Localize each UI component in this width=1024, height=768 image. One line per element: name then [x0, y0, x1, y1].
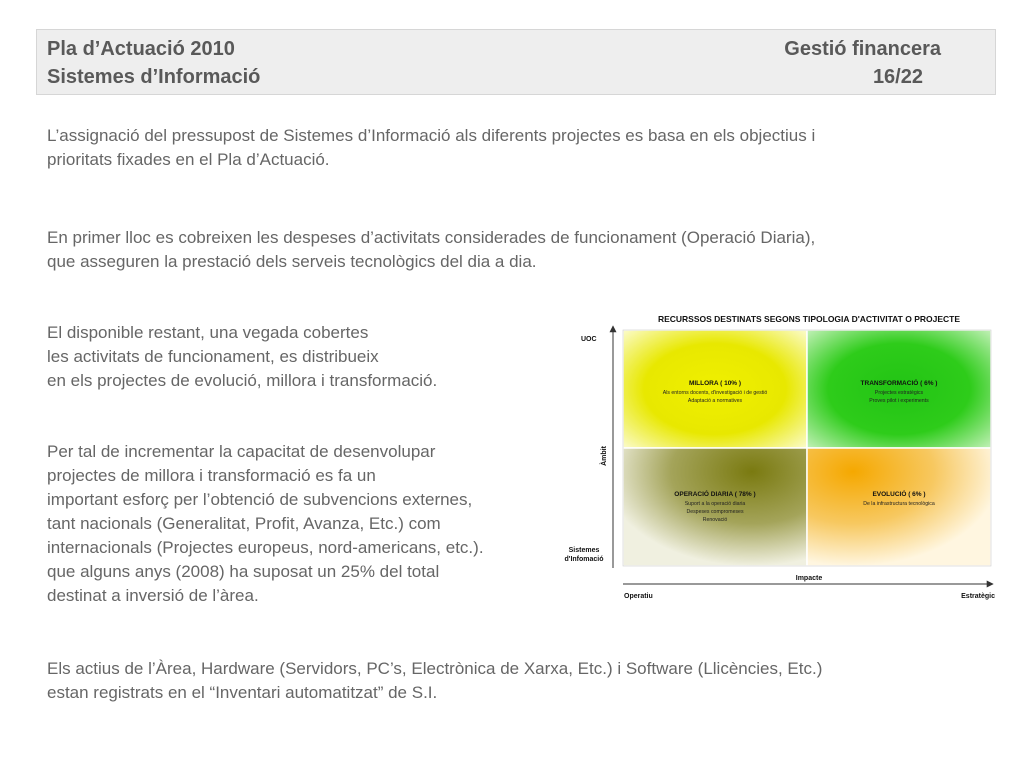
page-number: 16/22: [872, 66, 923, 88]
text-line: tant nacionals (Generalitat, Profit, Avanza, Etc.) com: [47, 514, 441, 533]
text-line: projectes de millora i transformació es fa un: [47, 466, 376, 485]
quadrant-description-line: Despeses compromeses: [686, 509, 744, 515]
text-line: que asseguren la prestació dels serveis tecnològics del dia a dia.: [47, 252, 537, 271]
text-line: Per tal de incrementar la capacitat de desenvolupar: [47, 442, 436, 461]
quadrant-title: EVOLUCIÓ ( 6% ): [872, 491, 926, 498]
chart-title: RECURSSOS DESTINATS SEGONS TIPOLOGIA D'ACTIVITAT O PROJECTE: [657, 314, 961, 324]
matrix-svg: [555, 306, 1015, 606]
quadrant-description-line: Proves pilot i experiments: [869, 398, 929, 404]
text-line: En primer lloc es cobreixen les despeses d’activitats considerades de funcionament (Operació Diaria),: [47, 228, 816, 247]
text-line: important esforç per l’obtenció de subvencions externes,: [47, 490, 473, 509]
text-line: les activitats de funcionament, es distribueix: [47, 347, 379, 366]
quadrant-description-line: Adaptació a normatives: [687, 398, 743, 404]
quadrant-top-left: [623, 330, 807, 448]
text-line: Els actius de l’Àrea, Hardware (Servidors, PC’s, Electrònica de Xarxa, Etc.) i Software (Llicències, Etc.): [47, 659, 823, 678]
quadrant-description-line: Renovació: [702, 517, 728, 523]
quadrant-bottom-right: [807, 448, 991, 566]
resource-allocation-matrix: [555, 306, 1015, 606]
y-axis-bottom-label-line: Sistemes: [568, 547, 600, 554]
quadrant-description-line: Projectes estratègics: [874, 390, 924, 396]
text-line: estan registrats en el “Inventari automatitzat” de S.I.: [47, 683, 438, 702]
paragraph-assets-inventory: [47, 657, 822, 705]
quadrant-description-line: De la infrastructura tecnològica: [863, 501, 935, 507]
header-title-line2: Sistemes d’Informació: [47, 66, 261, 88]
header-title-line1: Pla d’Actuació 2010: [47, 38, 235, 60]
y-axis-label: Àmbit: [601, 446, 608, 466]
paragraph-subsidies: [47, 440, 484, 608]
quadrant-bottom-left: [623, 448, 807, 566]
paragraph-operations: [47, 226, 815, 274]
quadrant-title: OPERACIÓ DIARIA ( 78% ): [674, 491, 756, 498]
x-axis-right-label: Estratègic: [961, 593, 995, 600]
text-line: El disponible restant, una vegada cobertes: [47, 323, 369, 342]
text-line: destinat a inversió de l’àrea.: [47, 586, 259, 605]
text-line: internacionals (Projectes europeus, nord-americans, etc.).: [47, 538, 484, 557]
header-section: Gestió financera: [784, 38, 941, 60]
y-axis-bottom-label: [565, 547, 604, 563]
paragraph-budget-assignment: [47, 124, 815, 172]
slide-header: [36, 29, 996, 95]
quadrants-layer: [623, 330, 991, 566]
x-axis-left-label: Operatiu: [624, 593, 653, 600]
quadrant-title: MILLORA ( 10% ): [688, 380, 742, 387]
text-line: prioritats fixades en el Pla d’Actuació.: [47, 150, 330, 169]
quadrant-description-line: Suport a la operació diaria: [684, 501, 746, 507]
y-axis-top-label: UOC: [581, 336, 597, 343]
text-line: L’assignació del pressupost de Sistemes d’Informació als diferents projectes es basa en els objectius i: [47, 126, 816, 145]
x-axis-label: Impacte: [795, 575, 823, 582]
y-axis-bottom-label-line: d'Infomació: [564, 556, 604, 563]
quadrant-title: TRANSFORMACIÓ ( 6% ): [860, 380, 938, 387]
paragraph-remaining-budget: [47, 321, 437, 393]
text-line: en els projectes de evolució, millora i transformació.: [47, 371, 438, 390]
quadrant-description-line: Als entorns docents, d'investigació i de gestió: [662, 390, 768, 396]
quadrant-top-right: [807, 330, 991, 448]
text-line: que alguns anys (2008) ha suposat un 25% del total: [47, 562, 440, 581]
